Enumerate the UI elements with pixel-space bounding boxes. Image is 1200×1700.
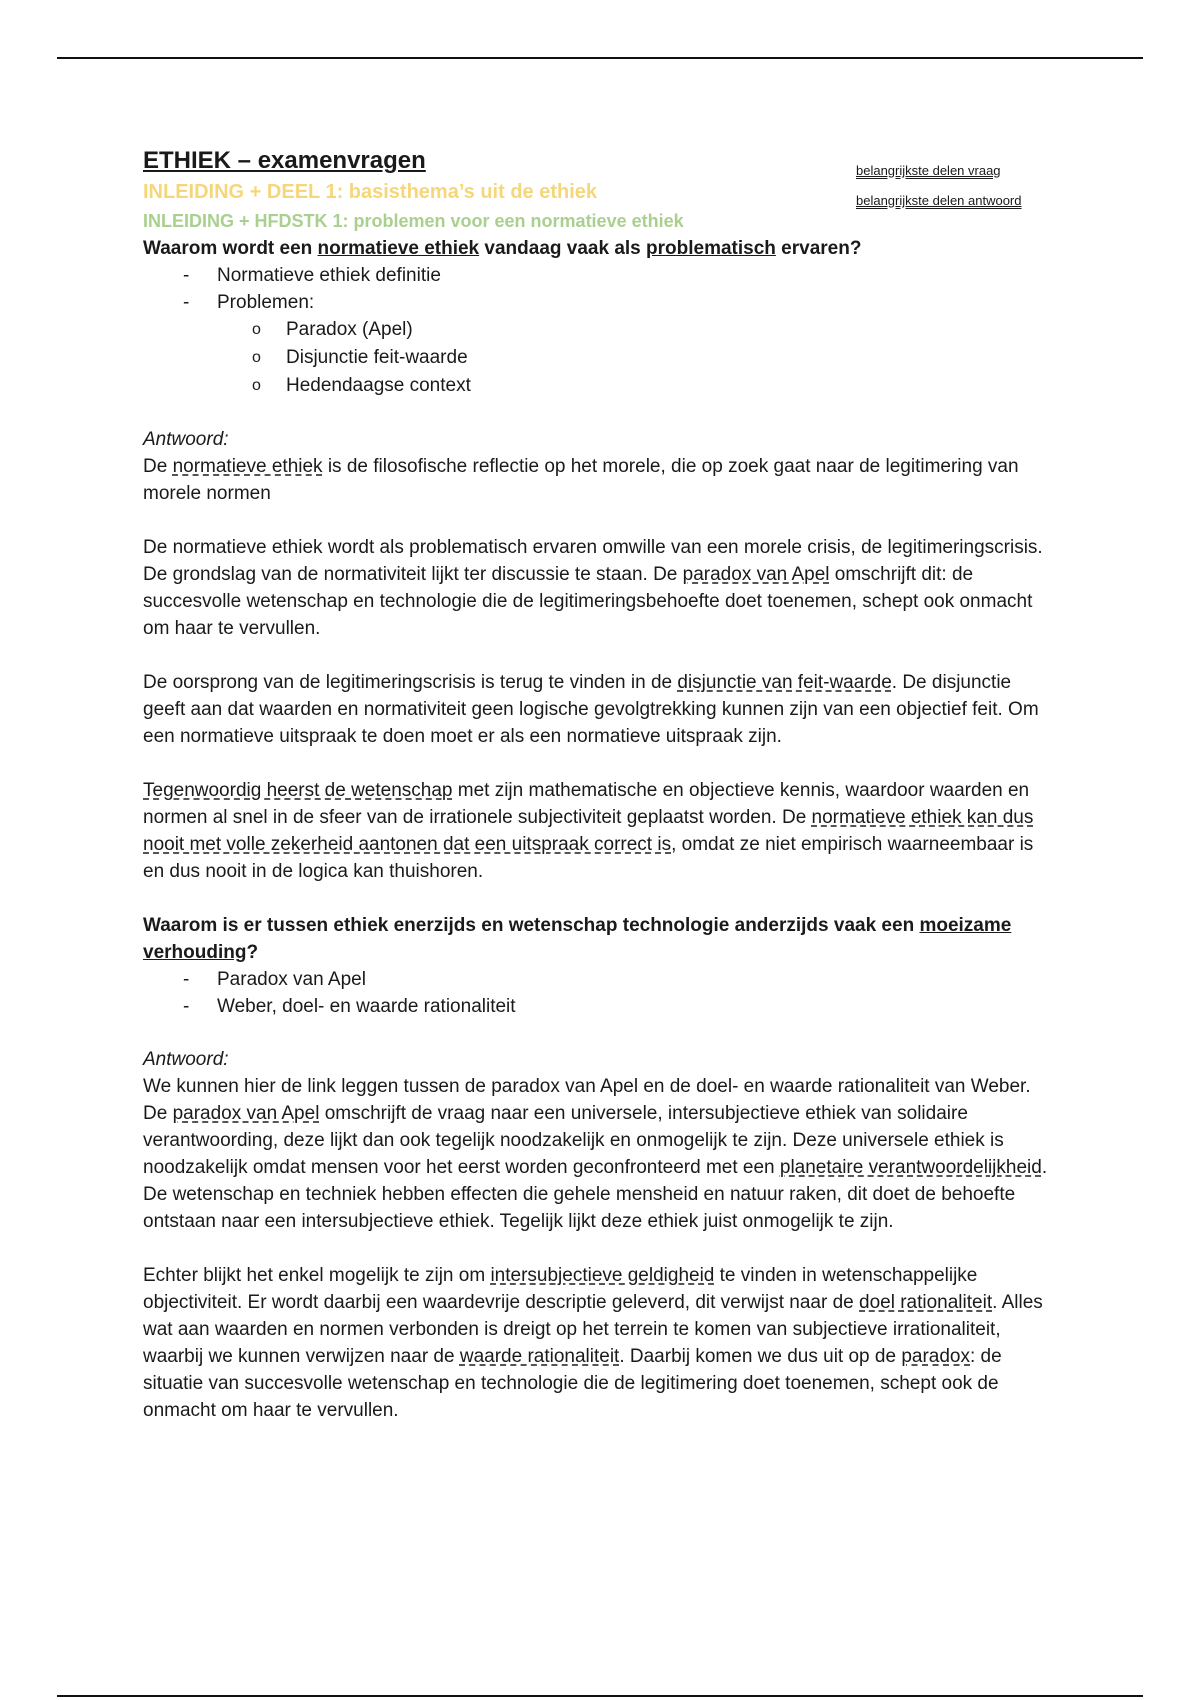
document-body (143, 145, 1053, 1424)
answer-1-paragraph: De normatieve ethiek wordt als problematisch ervaren omwille van een morele crisis, de legitimeringscrisis. De grondslag van de normativiteit lijkt ter discussie te staan. De paradox van Apel omschrijft dit: de succesvolle wetenschap en technologie die de legitimeringsbehoefte doet toenemen, schept ook onmacht om haar te vervullen. (143, 537, 1043, 639)
question-1-subpoints (143, 316, 1053, 400)
legend-question: belangrijkste delen vraag (856, 163, 1001, 178)
list-item: o Disjunctie feit-waarde (252, 344, 1053, 372)
footer-rule (57, 1695, 1143, 1697)
list-item: o Hedendaagse context (252, 372, 1053, 400)
answer-1-paragraph: Tegenwoordig heerst de wetenschap met zijn mathematische en objectieve kennis, waardoor waarden en normen al snel in de sfeer van de irrationele subjectiviteit geplaatst worden. De normatieve ethiek kan dus nooit met volle zekerheid aantonen dat een uitspraak correct is, omdat ze niet empirisch waarneembaar is en dus nooit in de logica kan thuishoren. (143, 780, 1034, 882)
answer-key-phrase: paradox van Apel (682, 564, 830, 585)
section-heading-1: INLEIDING + DEEL 1: basisthema’s uit de ethiek (143, 181, 598, 203)
question-1-text: vandaag vaak als (479, 238, 647, 259)
question-2-text: Waarom is er tussen ethiek enerzijds en wetenschap technologie anderzijds vaak een (143, 915, 920, 936)
answer-key-phrase: normatieve ethiek kan dus nooit met volle zekerheid aantonen dat een uitspraak correct is (143, 807, 1034, 855)
question-1-key-1: normatieve ethiek (317, 238, 480, 259)
answer-key-phrase: disjunctie van feit-waarde (677, 672, 892, 693)
question-2-points (143, 966, 1053, 1020)
answer-key-phrase: paradox van Apel (172, 1103, 320, 1124)
list-item: o Paradox (Apel) (252, 316, 1053, 344)
list-item: - Weber, doel- en waarde rationaliteit (183, 993, 1053, 1020)
answer-1-label: Antwoord: (143, 429, 229, 450)
answer-key-phrase: paradox (901, 1346, 970, 1367)
header-rule (57, 57, 1143, 59)
question-2-key: moeizame verhouding (143, 915, 1012, 963)
answer-key-phrase: intersubjectieve geldigheid (490, 1265, 715, 1286)
question-1 (143, 235, 1053, 262)
answer-2-label: Antwoord: (143, 1049, 229, 1070)
answer-key-phrase: planetaire verantwoordelijkheid (779, 1157, 1042, 1178)
answer-key-phrase: doel rationaliteit (859, 1292, 993, 1313)
page-title: ETHIEK – examenvragen (143, 147, 426, 174)
answer-1-paragraph: De oorsprong van de legitimeringscrisis is terug te vinden in de disjunctie van feit-waarde. De disjunctie geeft aan dat waarden en normativiteit geen logische gevolgtrekking kunnen zijn van een objectief feit. Om een normatieve uitspraak te doen moet er als een normatieve uitspraak zijn. (143, 672, 1039, 747)
list-item: - Normatieve ethiek definitie (183, 262, 1053, 289)
answer-key-phrase: Tegenwoordig heerst de wetenschap (143, 780, 453, 801)
section-heading-2: INLEIDING + HFDSTK 1: problemen voor een normatieve ethiek (143, 211, 684, 231)
question-1-text: Waarom wordt een (143, 238, 318, 259)
answer-1-paragraph: De normatieve ethiek is de filosofische reflectie op het morele, die op zoek gaat naar de legitimering van morele normen (143, 456, 1019, 504)
question-1-points (143, 262, 1053, 316)
answer-2-paragraph: Echter blijkt het enkel mogelijk te zijn om intersubjectieve geldigheid te vinden in wetenschappelijke objectiviteit. Er wordt daarbij een waardevrije descriptie geleverd, dit verwijst naar de doel rationaliteit. Alles wat aan waarden en normen verbonden is dreigt op het terrein te komen van subjectieve irrationaliteit, waarbij we kunnen verwijzen naar de waarde rationaliteit. Daarbij komen we dus uit op de paradox: de situatie van succesvolle wetenschap en technologie die de legitimering doet toenemen, schept ook de onmacht om haar te vervullen. (143, 1265, 1043, 1421)
question-2 (143, 912, 1053, 966)
list-item: - Paradox van Apel (183, 966, 1053, 993)
legend-answer: belangrijkste delen antwoord (856, 193, 1022, 208)
question-2-text: ? (246, 942, 259, 963)
answer-2-paragraph: We kunnen hier de link leggen tussen de paradox van Apel en de doel- en waarde rationaliteit van Weber. De paradox van Apel omschrijft de vraag naar een universele, intersubjectieve ethiek van solidaire verantwoording, deze lijkt dan ook tegelijk noodzakelijk en onmogelijk te zijn. Deze universele ethiek is noodzakelijk omdat mensen voor het eerst worden geconfronteerd met een planetaire verantwoordelijkheid. De wetenschap en techniek hebben effecten die gehele mensheid en natuur raken, dit doet de behoefte ontstaan naar een intersubjectieve ethiek. Tegelijk lijkt deze ethiek juist onmogelijk te zijn. (143, 1076, 1048, 1232)
question-1-key-2: problematisch (646, 238, 776, 259)
list-item: - Problemen: (183, 289, 1053, 316)
question-1-text: ervaren? (775, 238, 862, 259)
answer-key-phrase: normatieve ethiek (172, 456, 323, 477)
answer-key-phrase: waarde rationaliteit (459, 1346, 620, 1367)
